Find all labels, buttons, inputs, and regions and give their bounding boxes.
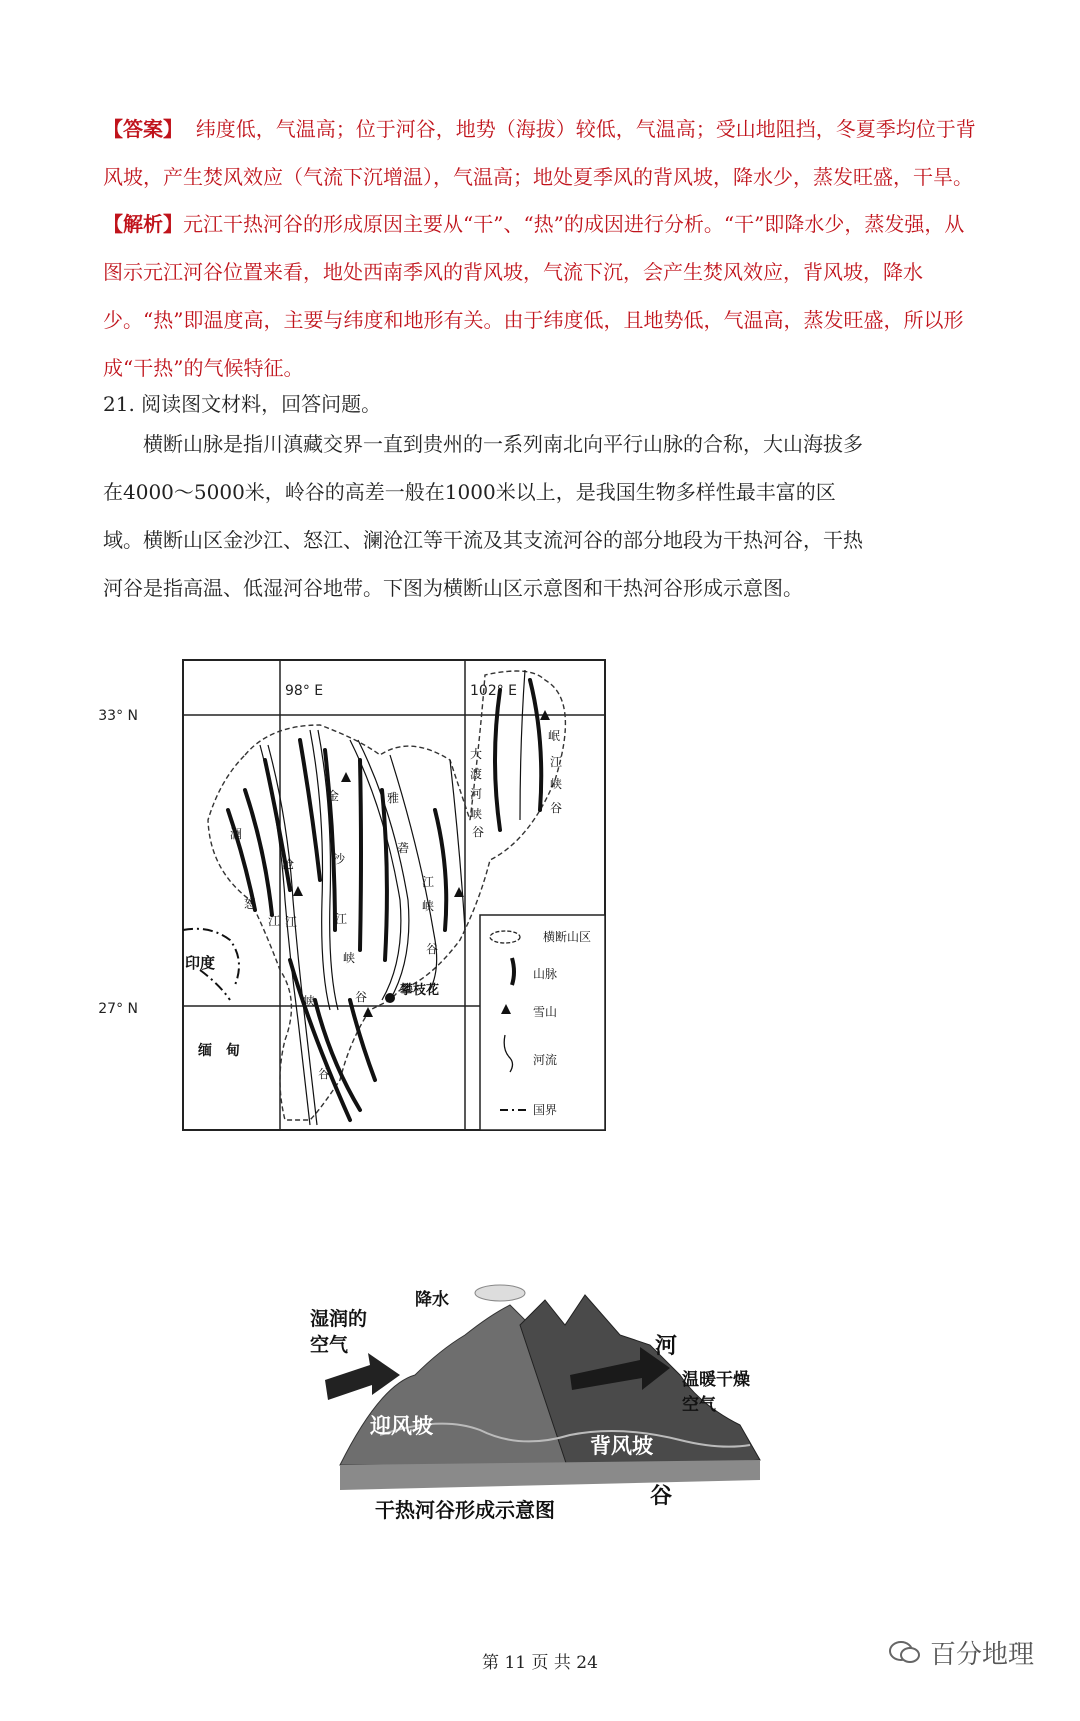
label-precipitation: 降水 bbox=[415, 1290, 449, 1310]
river-label-min-3: 谷 bbox=[550, 801, 563, 815]
river-label-lancang-1: 沧 bbox=[282, 857, 295, 871]
label-leeward: 背风坡 bbox=[590, 1434, 653, 1458]
watermark-text: 百分地理 bbox=[930, 1640, 1035, 1670]
river-label-yalong-3: 峡 bbox=[422, 899, 435, 913]
lat-label-27: 27° N bbox=[98, 1001, 138, 1017]
river-label-nu-1: 江 bbox=[268, 914, 281, 928]
legend-label-border: 国界 bbox=[533, 1103, 558, 1117]
analysis-text: 元江干热河谷的形成原因主要从“干”、“热”的成因进行分析。“干”即降水少，蒸发强，从图示元江河谷位置来看，地处西南季风的背风坡，气流下沉，会产生焚风效应，背风坡，降水少。“热”即温度高，主要与纬度和地形有关。由于纬度低，且地势低，气温高，蒸发旺盛，所以形成“干热”的气候特征。 bbox=[103, 212, 965, 380]
legend-label-river: 河流 bbox=[533, 1053, 558, 1067]
river-label-dadu-2: 河 bbox=[470, 787, 483, 801]
diagram-title: 干热河谷形成示意图 bbox=[375, 1498, 555, 1522]
river-label-dadu-4: 谷 bbox=[472, 825, 485, 839]
river-label-dadu-0: 大 bbox=[470, 747, 483, 761]
question-prompt-text: 阅读图文材料，回答问题。 bbox=[141, 392, 382, 416]
river-label-nu-gorge-1: 谷 bbox=[318, 1067, 331, 1081]
label-valley-0: 河 bbox=[655, 1334, 678, 1359]
river-label-yalong-0: 雅 bbox=[387, 791, 400, 805]
cloud-icon bbox=[475, 1285, 525, 1301]
question-number: 21. bbox=[103, 392, 135, 416]
label-valley-1: 谷 bbox=[650, 1484, 673, 1509]
river-label-min-1: 江 bbox=[550, 755, 563, 769]
label-windward: 迎风坡 bbox=[370, 1414, 433, 1438]
label-warm-dry-air-1: 空气 bbox=[682, 1395, 716, 1415]
river-label-nu-0: 怒 bbox=[244, 897, 257, 911]
river-label-min-2: 峡 bbox=[550, 777, 563, 791]
river-label-dadu-1: 渡 bbox=[470, 767, 483, 781]
river-label-jinsha-0: 金 bbox=[327, 789, 340, 803]
hengduan-map bbox=[98, 683, 670, 1240]
lon-label-98: 98° E bbox=[285, 683, 324, 699]
river-label-min-0: 岷 bbox=[548, 729, 561, 743]
river-label-lancang-2: 江 bbox=[285, 915, 298, 929]
river-label-yalong-2: 江 bbox=[422, 875, 435, 889]
river-label-yalong-4: 谷 bbox=[426, 942, 439, 956]
legend-label-snow: 雪山 bbox=[533, 1005, 558, 1019]
river-label-nu-gorge-0: 峡 bbox=[303, 994, 316, 1008]
legend-label-range: 山脉 bbox=[533, 967, 558, 981]
india-label: 印度 bbox=[185, 954, 216, 972]
label-moist-air-1: 空气 bbox=[310, 1334, 349, 1356]
river-label-jinsha-2: 江 bbox=[335, 912, 348, 926]
answer-text: 纬度低，气温高；位于河谷，地势（海拔）较低，气温高；受山地阻挡，冬夏季均位于背风坡，产生焚风效应（气流下沉增温），气温高；地处夏季风的背风坡，降水少，蒸发旺盛，干旱。 bbox=[103, 117, 976, 189]
river-label-jinsha-gorge-0: 峡 bbox=[343, 951, 356, 965]
river-label-yalong-1: 砻 bbox=[397, 841, 410, 855]
map-legend bbox=[480, 915, 605, 1130]
label-moist-air-0: 湿润的 bbox=[310, 1308, 368, 1330]
chat-bubble-icon bbox=[888, 1639, 922, 1667]
river-label-dadu-3: 峡 bbox=[470, 807, 483, 821]
river-label-jinsha-gorge-1: 谷 bbox=[355, 990, 368, 1004]
valley-diagram bbox=[310, 1265, 840, 1525]
page-footer: 第 11 页 共 24 bbox=[482, 1653, 598, 1673]
question-material: 横断山脉是指川滇藏交界一直到贵州的一系列南北向平行山脉的合称，大山海拔多在4000～5000米，岭谷的高差一般在1000米以上，是我国生物多样性最丰富的区域。横断山区金沙江、怒江、澜沧江等干流及其支流河谷的部分地段为干热河谷，干热河谷是指高温、低湿河谷地带。下图为横断山区示意图和干热河谷形成示意图。 bbox=[103, 432, 863, 600]
analysis-paragraph bbox=[103, 200, 983, 392]
myanmar-label: 缅甸 bbox=[198, 1043, 254, 1059]
panzhihua-label: 攀枝花 bbox=[400, 983, 440, 998]
answer-paragraph bbox=[103, 105, 983, 201]
watermark bbox=[888, 1634, 1034, 1671]
panzhihua-dot bbox=[385, 993, 395, 1003]
river-label-jinsha-1: 沙 bbox=[333, 852, 346, 866]
lat-label-33: 33° N bbox=[98, 708, 138, 724]
legend-label-region: 横断山区 bbox=[543, 930, 592, 944]
river-label-lancang-0: 澜 bbox=[230, 827, 243, 841]
label-warm-dry-air-0: 温暖干燥 bbox=[682, 1370, 750, 1390]
analysis-tag: 【解析】 bbox=[103, 212, 183, 236]
lon-label-102: 102° E bbox=[470, 683, 518, 699]
answer-tag: 【答案】 bbox=[103, 117, 183, 141]
